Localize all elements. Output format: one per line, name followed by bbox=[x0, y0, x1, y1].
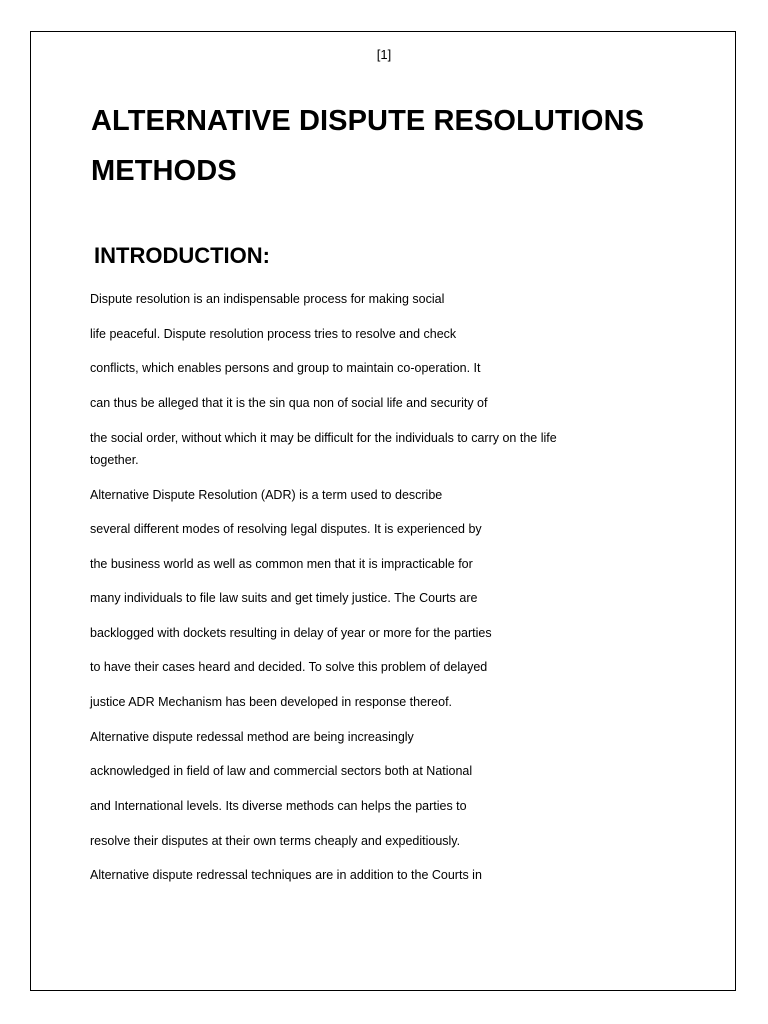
body-line: to have their cases heard and decided. To solve this problem of delayed bbox=[90, 660, 488, 674]
body-line: acknowledged in field of law and commercial sectors both at National bbox=[90, 764, 473, 778]
body-line: resolve their disputes at their own terms cheaply and expeditiously. bbox=[90, 834, 461, 848]
page-number: [1] bbox=[376, 47, 392, 62]
body-line: conflicts, which enables persons and group to maintain co-operation. It bbox=[90, 361, 481, 375]
body-line: several different modes of resolving legal disputes. It is experienced by bbox=[90, 522, 482, 536]
body-line: together. bbox=[90, 453, 139, 467]
section-heading-introduction: INTRODUCTION: bbox=[94, 243, 270, 268]
body-line: the social order, without which it may be difficult for the individuals to carry on the life bbox=[90, 431, 557, 445]
body-line: Dispute resolution is an indispensable process for making social bbox=[90, 292, 445, 306]
title-line-2: METHODS bbox=[91, 155, 237, 187]
body-line: many individuals to file law suits and get timely justice. The Courts are bbox=[90, 591, 478, 605]
body-line: the business world as well as common men that it is impracticable for bbox=[90, 557, 473, 571]
body-line: and International levels. Its diverse methods can helps the parties to bbox=[90, 799, 467, 813]
body-line: justice ADR Mechanism has been developed in response thereof. bbox=[90, 695, 453, 709]
body-line: life peaceful. Dispute resolution process tries to resolve and check bbox=[90, 327, 457, 341]
body-line: Alternative Dispute Resolution (ADR) is a term used to describe bbox=[90, 488, 443, 502]
body-line: can thus be alleged that it is the sin qua non of social life and security of bbox=[90, 396, 488, 410]
document-title bbox=[91, 96, 691, 196]
body-line: Alternative dispute redressal techniques are in addition to the Courts in bbox=[90, 868, 482, 882]
title-line-1: ALTERNATIVE DISPUTE RESOLUTIONS bbox=[91, 105, 645, 137]
body-line: Alternative dispute redessal method are being increasingly bbox=[90, 730, 414, 744]
body-line: backlogged with dockets resulting in delay of year or more for the parties bbox=[90, 626, 492, 640]
